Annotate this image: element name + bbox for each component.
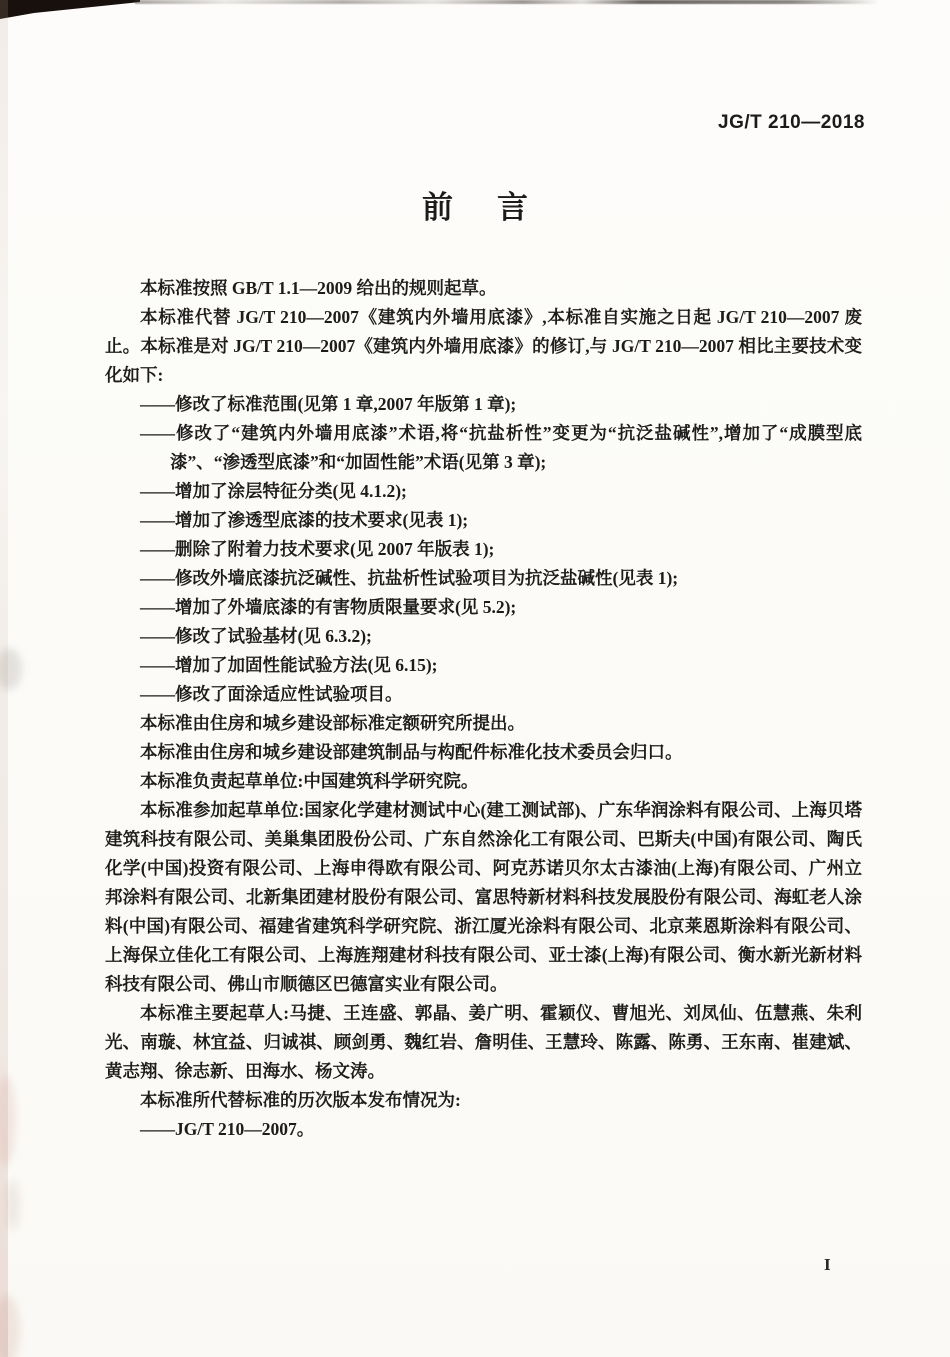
change-list-item: ——增加了外墙底漆的有害物质限量要求(见 5.2);	[140, 597, 517, 617]
foreword-paragraph-drafting-rule: 本标准按照 GB/T 1.1—2009 给出的规则起草。	[140, 278, 497, 298]
scan-artifact-top-edge-line	[135, 0, 880, 4]
scan-artifact-smudge	[6, 1180, 20, 1230]
foreword-paragraph-previous-editions: 本标准所代替标准的历次版本发布情况为:	[140, 1090, 461, 1110]
scan-artifact-smudge	[0, 1295, 20, 1357]
foreword-title-char: 前	[422, 190, 453, 225]
change-list-item: ——增加了加固性能试验方法(见 6.15);	[140, 655, 438, 675]
scan-artifact-smudge	[0, 648, 22, 690]
foreword-title-char: 言	[497, 190, 528, 225]
page-number: I	[824, 1255, 831, 1274]
change-list-item: ——修改了标准范围(见第 1 章,2007 年版第 1 章);	[140, 394, 517, 414]
change-list-item: ——修改外墙底漆抗泛碱性、抗盐析性试验项目为抗泛盐碱性(见表 1);	[140, 568, 679, 588]
scan-artifact-smudge	[0, 1075, 16, 1165]
foreword-paragraph-main-drafters: 本标准主要起草人:马捷、王连盛、郭晶、姜广明、霍颖仪、曹旭光、刘凤仙、伍慧燕、朱利光、南璇、林宜益、归诚祺、顾剑勇、魏红岩、詹明佳、王慧玲、陈露、陈勇、王东南、崔建斌、黄志翔、徐志新、田海水、杨文涛。	[105, 1003, 862, 1081]
foreword-paragraph-replacement: 本标准代替 JG/T 210—2007《建筑内外墙用底漆》,本标准自实施之日起 JG/T 210—2007 废止。本标准是对 JG/T 210—2007《建筑内外墙用底漆》的修订,与 JG/T 210—2007 相比主要技术变化如下:	[105, 307, 862, 385]
foreword-paragraph-chief-org: 本标准负责起草单位:中国建筑科学研究院。	[140, 771, 479, 791]
change-list-item: ——修改了试验基材(见 6.3.2);	[140, 626, 372, 646]
change-list-item: ——删除了附着力技术要求(见 2007 年版表 1);	[140, 539, 495, 559]
change-list-item: ——增加了渗透型底漆的技术要求(见表 1);	[140, 510, 469, 530]
change-list-item: ——修改了“建筑内外墙用底漆”术语,将“抗盐析性”变更为“抗泛盐碱性”,增加了“成膜型底漆”、“渗透型底漆”和“加固性能”术语(见第 3 章);	[140, 423, 862, 472]
standard-code-header: JG/T 210—2018	[718, 112, 865, 133]
change-list-item: ——修改了面涂适应性试验项目。	[140, 684, 403, 704]
foreword-paragraph-committee: 本标准由住房和城乡建设部建筑制品与构配件标准化技术委员会归口。	[140, 742, 683, 762]
foreword-paragraph-proposer: 本标准由住房和城乡建设部标准定额研究所提出。	[140, 713, 525, 733]
foreword-title	[0, 188, 950, 228]
foreword-paragraph-participating-orgs: 本标准参加起草单位:国家化学建材测试中心(建工测试部)、广东华润涂料有限公司、上海贝塔建筑科技有限公司、美巢集团股份公司、广东自然涂化工有限公司、巴斯夫(中国)有限公司、陶氏化学(中国)投资有限公司、上海申得欧有限公司、阿克苏诺贝尔太古漆油(上海)有限公司、广州立邦涂料有限公司、北新集团建材股份有限公司、富思特新材料科技发展股份有限公司、海虹老人涂料(中国)有限公司、福建省建筑科学研究院、浙江厦光涂料有限公司、北京莱恩斯涂料有限公司、上海保立佳化工有限公司、上海旌翔建材科技有限公司、亚士漆(上海)有限公司、衡水新光新材料科技有限公司、佛山市顺德区巴德富实业有限公司。	[105, 800, 862, 994]
previous-edition-item: ——JG/T 210—2007。	[140, 1119, 315, 1139]
change-list-item: ——增加了涂层特征分类(见 4.1.2);	[140, 481, 407, 501]
foreword-body	[105, 274, 862, 1144]
